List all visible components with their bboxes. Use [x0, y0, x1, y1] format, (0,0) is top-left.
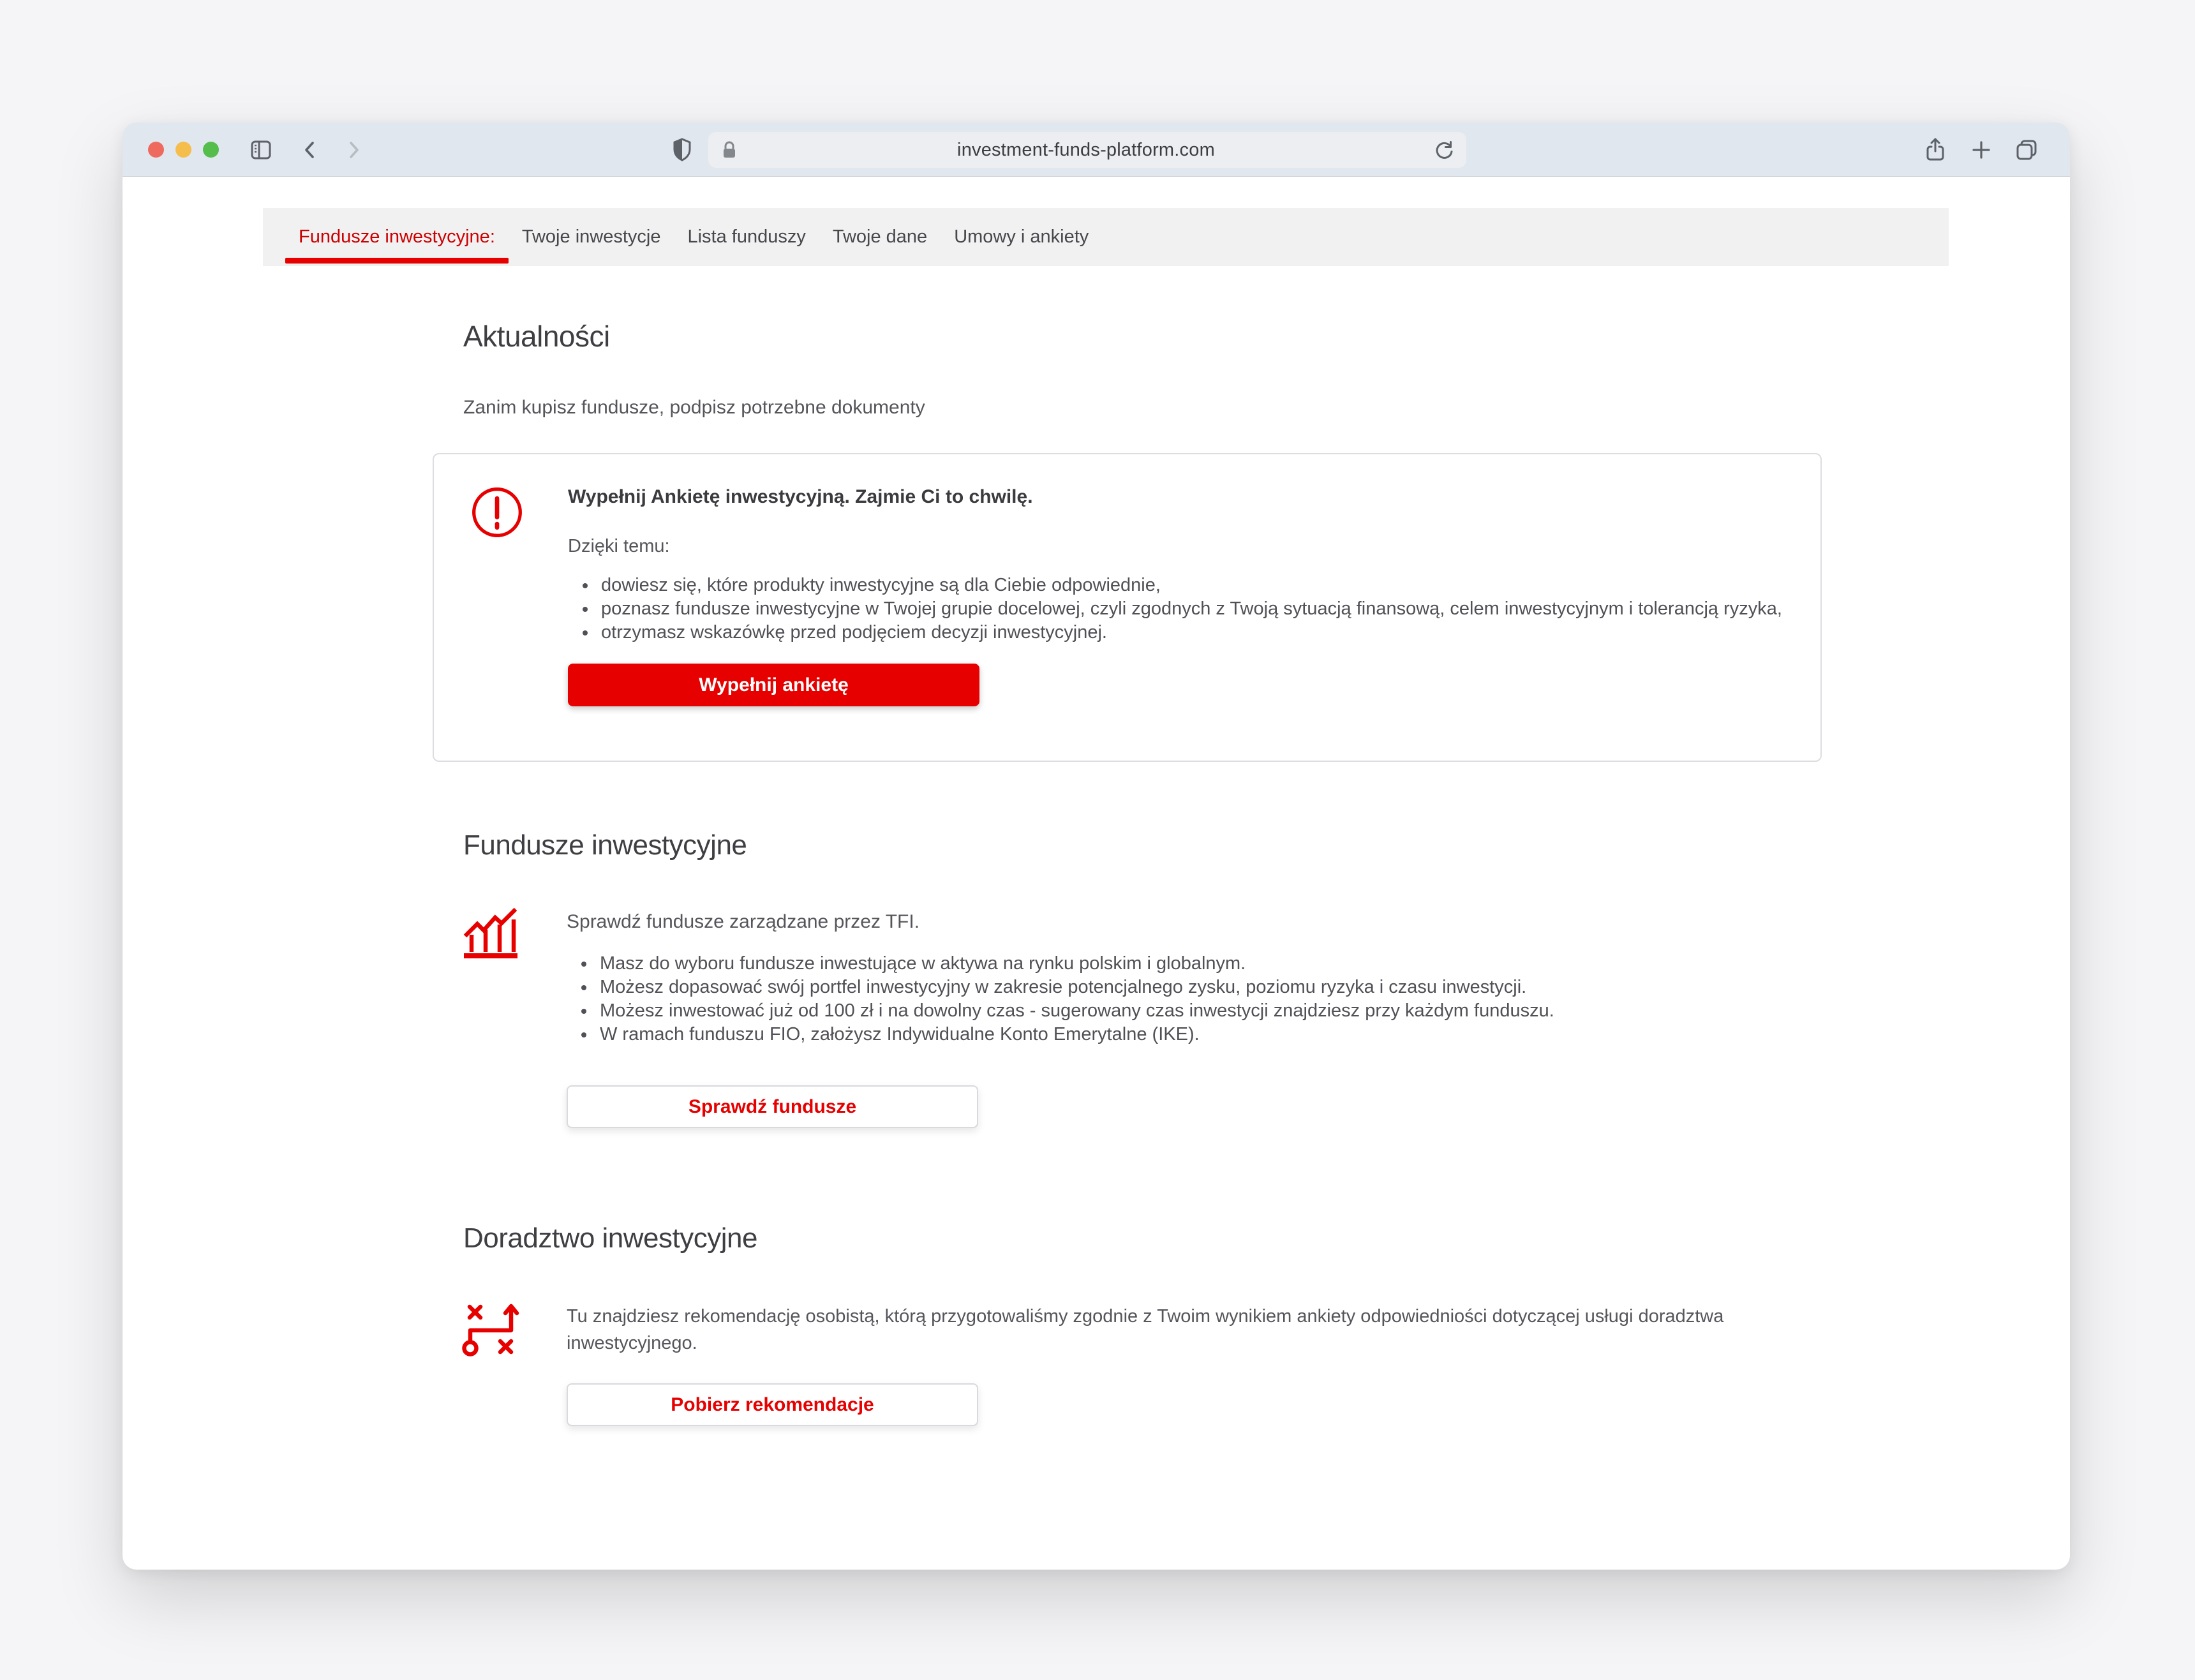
- tab-label: Lista funduszy: [687, 227, 806, 247]
- list-item: • dowiesz się, które produkty inwestycyjne są dla Ciebie odpowiednie,: [597, 574, 1785, 597]
- list-item: • W ramach funduszu FIO, założysz Indywidualne Konto Emerytalne (IKE).: [596, 1023, 1827, 1046]
- page-title: Aktualności: [463, 320, 610, 353]
- funds-section-title: Fundusze inwestycyjne: [463, 829, 747, 861]
- tab-label: Twoje inwestycje: [521, 227, 661, 247]
- list-item: • Masz do wyboru fundusze inwestujące w aktywa na rynku polskim i globalnym.: [596, 952, 1827, 976]
- list-item: • poznasz fundusze inwestycyjne w Twojej grupie docelowej, czyli zgodnych z Twoją sytuacją finansową, celem inwestycyjnym i tolerancją ryzyka,: [597, 597, 1785, 621]
- tab-label: Twoje dane: [832, 227, 928, 247]
- tab-umowy-i-ankiety[interactable]: [941, 208, 1102, 266]
- strategy-icon: [462, 1299, 519, 1360]
- new-tab-icon[interactable]: [1968, 123, 1995, 177]
- fill-survey-button[interactable]: Wypełnij ankietę: [568, 664, 979, 706]
- sidebar-toggle-icon[interactable]: [248, 123, 274, 177]
- check-funds-button[interactable]: Sprawdź fundusze: [567, 1085, 978, 1128]
- tab-twoje-inwestycje[interactable]: [509, 208, 674, 266]
- survey-alert-card: [433, 453, 1822, 762]
- alert-bullet-list: [568, 574, 1785, 644]
- minimize-window-button[interactable]: [175, 142, 191, 158]
- forward-icon[interactable]: [342, 123, 365, 177]
- page-subtitle: Zanim kupisz fundusze, podpisz potrzebne dokumenty: [463, 397, 925, 418]
- funds-section-body: [567, 911, 1827, 1046]
- address-bar[interactable]: [708, 132, 1466, 168]
- list-item: • Możesz dopasować swój portfel inwestycyjny w zakresie potencjalnego zysku, poziomu ryzyka i czasu inwestycji.: [596, 976, 1827, 999]
- tab-label: Umowy i ankiety: [954, 227, 1089, 247]
- zoom-window-button[interactable]: [203, 142, 219, 158]
- reload-icon[interactable]: [1433, 139, 1455, 161]
- funds-bullet-list: [567, 952, 1827, 1046]
- advisory-section-title: Doradztwo inwestycyjne: [463, 1223, 757, 1254]
- traffic-lights: [148, 123, 219, 177]
- list-item: • otrzymasz wskazówkę przed podjęciem decyzji inwestycyjnej.: [597, 621, 1785, 644]
- browser-window: [123, 123, 2070, 1570]
- shield-icon[interactable]: [669, 123, 696, 177]
- tab-fundusze-inwestycyjne[interactable]: [285, 208, 509, 266]
- back-icon[interactable]: [299, 123, 322, 177]
- list-item: • Możesz inwestować już od 100 zł i na dowolny czas - sugerowany czas inwestycji znajdziesz przy każdym funduszu.: [596, 999, 1827, 1023]
- exclamation-circle-icon: [470, 485, 525, 543]
- close-window-button[interactable]: [148, 142, 164, 158]
- share-icon[interactable]: [1922, 123, 1949, 177]
- tab-label: Fundusze inwestycyjne:: [299, 227, 495, 247]
- alert-lead: Dzięki temu:: [568, 536, 670, 556]
- site-nav: [263, 208, 1949, 266]
- bar-chart-growth-icon: [462, 902, 519, 963]
- browser-toolbar: [123, 123, 2070, 177]
- tab-overview-icon[interactable]: [2013, 123, 2041, 177]
- lock-icon: [720, 139, 739, 161]
- alert-title: Wypełnij Ankietę inwestycyjną. Zajmie Ci to chwilę.: [568, 486, 1033, 507]
- tab-twoje-dane[interactable]: [819, 208, 941, 266]
- url-text[interactable]: investment-funds-platform.com: [957, 139, 1215, 160]
- download-recommendations-button[interactable]: Pobierz rekomendacje: [567, 1383, 978, 1426]
- funds-intro: Sprawdź fundusze zarządzane przez TFI.: [567, 911, 920, 932]
- tab-lista-funduszy[interactable]: [674, 208, 819, 266]
- advisory-section-body: Tu znajdziesz rekomendację osobistą, którą przygotowaliśmy zgodnie z Twoim wynikiem ankiety odpowiedniości dotyczącej usługi doradztwa inwestycyjnego.: [567, 1306, 1724, 1353]
